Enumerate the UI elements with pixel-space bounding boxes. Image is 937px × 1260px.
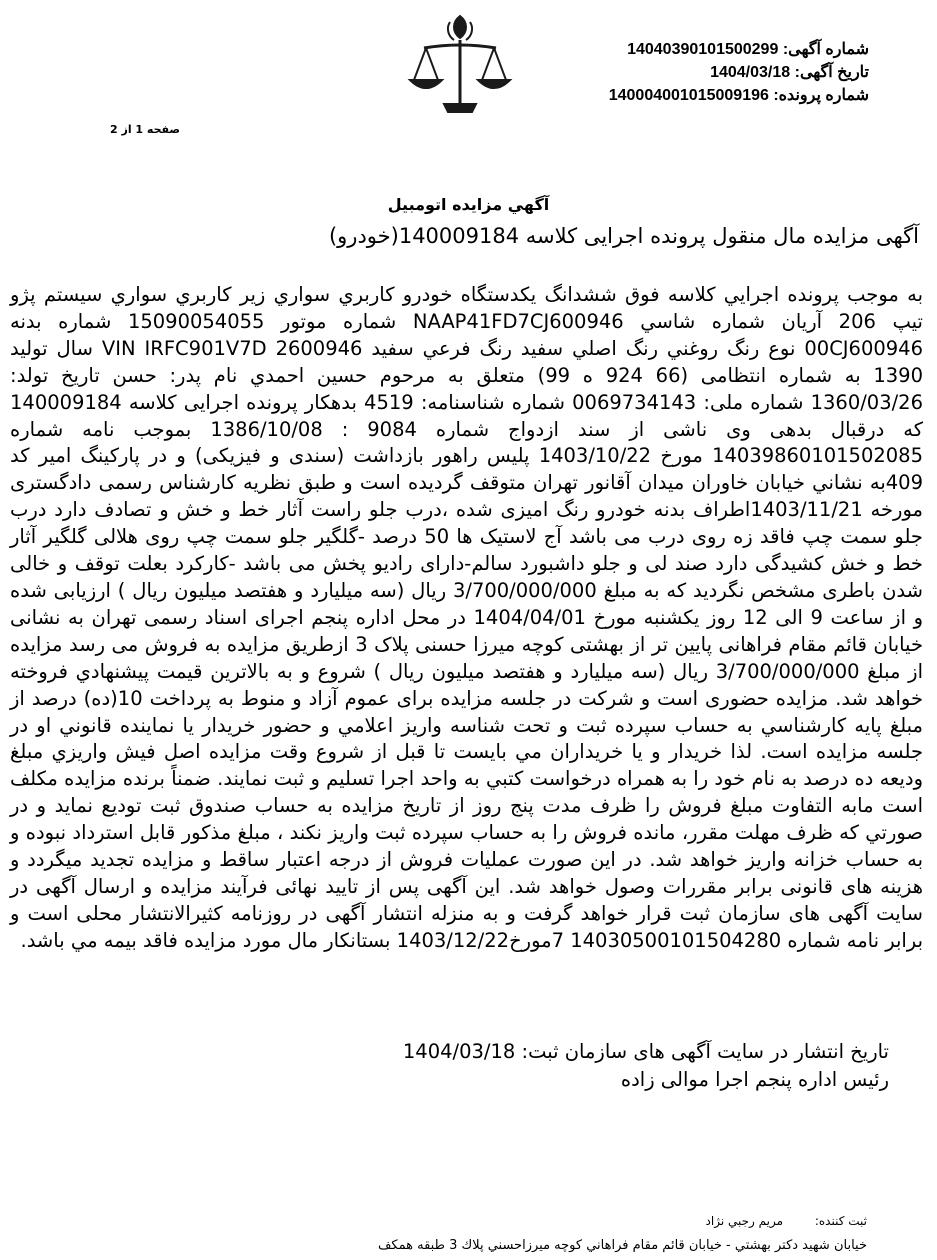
office-address: خيابان شهيد دكتر بهشتي - خيابان قائم مقام فراهاني كوچه ميرزاحسني پلاك 3 طبقه همكف [377, 1238, 867, 1253]
ad-date-label: تاریخ آگهی: [794, 64, 869, 81]
registrar-name: مريم رجبي نژاد [705, 1214, 784, 1228]
ad-date: 1404/03/18 [710, 64, 791, 81]
ad-number-label: شماره آگهی: [782, 41, 869, 58]
registrar-label: ثبت كننده: [814, 1214, 867, 1228]
page-indicator: صفحه 1 از 2 [110, 123, 181, 136]
case-number-label: شماره پرونده: [773, 87, 869, 104]
signer-line: رئیس اداره پنجم اجرا موالی زاده [620, 1068, 889, 1091]
notice-body [10, 282, 923, 955]
publish-date-line: تاریخ انتشار در سایت آگهی های سازمان ثبت: 1404/03/18 [402, 1040, 889, 1063]
ad-date-row [609, 61, 869, 84]
notice-title: آگهي مزايده اتومبيل [387, 195, 550, 214]
case-number: 140004001015009196 [608, 87, 769, 104]
ad-number: 14040390101500299 [627, 41, 779, 58]
ad-metadata [609, 38, 869, 107]
notice-subtitle: آگهی مزایده مال منقول پرونده اجرایی کلاسه 140009184(خودرو) [328, 224, 919, 248]
judiciary-emblem [380, 8, 540, 143]
registrar-line [706, 1214, 867, 1228]
ad-number-row [609, 38, 869, 61]
case-number-row [609, 84, 869, 107]
scales-of-justice-icon [380, 8, 540, 143]
notice-body-paragraph: به موجب پرونده اجرايي كلاسه فوق ششدانگ يكدستگاه خودرو كاربري سواري زير كاربري سواري سيستم پژو تيپ 206 آريان شماره شاسي NAAP41FD7CJ600946 شماره موتور 15090054055 شماره بدنه 00CJ600946 نوع رنگ روغني رنگ اصلي سفيد رنگ فرعي سفيد VIN IRFC901V7D 2600946 سال توليد 1390 به شماره انتظامی (66 924 ه 99) متعلق به مرحوم حسين احمدي نام پدر: حسن تاریخ تولد: 1360/03/26 شماره ملی: 0069734143 شماره شناسنامه: 4519 بدهكار پرونده اجرایی کلاسه 140009184 که درقبال بدهی وی ناشی از سند ازدواج شماره 9084 : 1386/10/08 بموجب نامه شماره 14039860101502085 مورخ 1403/10/22 پليس راهور بازداشت (سندی و فيزيکی) و در پارکينگ امير کد 409به نشاني خيابان خاوران ميدان آقانور تهران متوقف گرديده است و طبق نظريه کارشناس رسمی دادگستری مورخه 1403/11/21اطراف بدنه خودرو رنگ اميزی شده ،درب جلو راست آثار خط و خش و تصادف دارد درب جلو سمت چپ فاقد زه روی درب می باشد آج لاستيک ها 50 درصد -گلگير جلو سمت چپ روی هلالی گلگير آثار خط و خش کشيدگی دارد صند لی و جلو داشبورد سالم-دارای راديو پخش می باشد -کارکرد بعلت توقف و خالی شدن باطری مشخص نگرديد که به مبلغ 3/700/000/000 ريال (سه ميليارد و هفتصد ميليون ريال ) ارزيابی شده و از ساعت 9 الی 12 روز يكشنبه مورخ 1404/04/01 در محل اداره پنجم اجرای اسناد رسمی تهران به نشانی خيابان قائم مقام فراهانی پايين تر از بهشتی کوچه ميرزا حسنی پلاک 3 ازطريق مزايده به فروش می رسد مزايده از مبلغ 3/700/000/000 ريال (سه ميليارد و هفتصد ميليون ريال ) شروع و به بالاترين قيمت پيشنهادي فروخته خواهد شد. مزايده حضوری است و شرکت در جلسه مزايده برای عموم آزاد و منوط به پرداخت 10(ده) درصد از مبلغ پايه كارشناسي به حساب سپرده ثبت و تحت شناسه واريز اعلامي و حضور خريدار يا نماينده قانوني او در جلسه مزايده است. لذا خريدار و يا خريداران مي بايست تا قبل از شروع وقت مزايده اصل فيش واريزي مبلغ وديعه ده درصد به نام خود را به همراه درخواست كتبي به واحد اجرا تسليم و ثبت نمايند. ضمناً برنده مزايده مكلف است مابه التفاوت مبلغ فروش را ظرف مدت پنج روز از تاريخ مزايده به حساب صندوق ثبت توديع نمايد و در صورتي كه ظرف مهلت مقرر، مانده فروش را به حساب سپرده ثبت واريز نكند ، مبلغ مذكور قابل استرداد نبوده و به حساب خزانه واريز خواهد شد. در اين صورت عمليات فروش از درجه اعتبار ساقط و مزايده تجديد ميگردد و هزينه های قانونی برابر مقررات وصول خواهد شد. اين آگهی پس از تاييد نهائی فرآيند مزايده و ارسال آگهی در سايت آگهی های سازمان ثبت قرار خواهد گرفت و به منزله انتشار آگهی در روزنامه کثيرالانتشار محلی است و برابر نامه شماره 14030500101504280 7مورخ1403/12/22 بستانکار مال مورد مزايده فاقد بيمه مي باشد. [10, 283, 924, 952]
